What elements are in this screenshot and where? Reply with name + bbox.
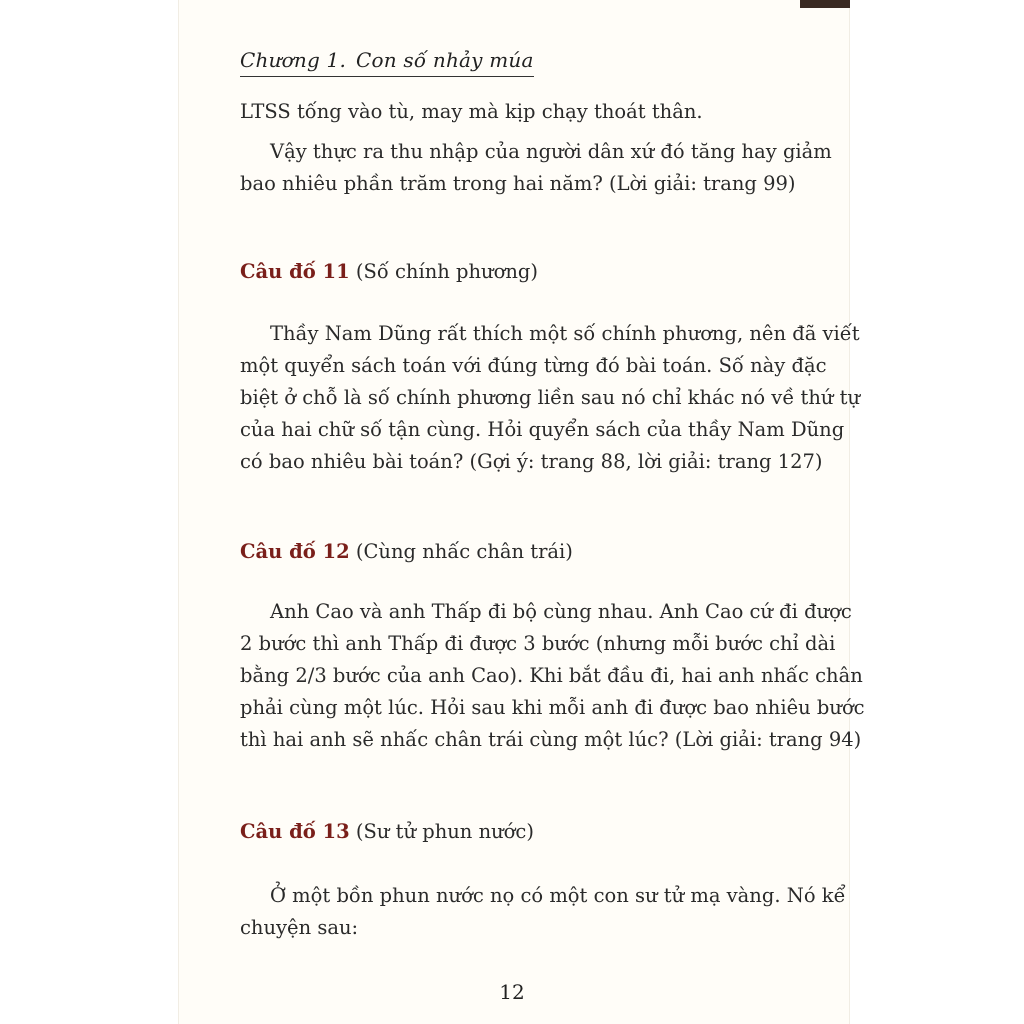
text-line: của hai chữ số tận cùng. Hỏi quyển sách của thầy Nam Dũng [240, 418, 845, 441]
puzzle-label: Câu đố 12 [240, 540, 350, 563]
text-line: bao nhiêu phần trăm trong hai năm? (Lời giải: trang 99) [240, 172, 796, 195]
text-line: Anh Cao và anh Thấp đi bộ cùng nhau. Anh Cao cứ đi được [270, 600, 852, 623]
puzzle-label: Câu đố 11 [240, 260, 350, 283]
text-line: Ở một bồn phun nước nọ có một con sư tử mạ vàng. Nó kể [270, 884, 846, 907]
text-line: có bao nhiêu bài toán? (Gợi ý: trang 88, lời giải: trang 127) [240, 450, 823, 473]
text-line: chuyện sau: [240, 916, 359, 939]
puzzle-11-body [240, 318, 861, 478]
text-line: Vậy thực ra thu nhập của người dân xứ đó tăng hay giảm [270, 140, 832, 163]
puzzle-11-heading [240, 260, 538, 283]
puzzle-topic: (Cùng nhấc chân trái) [355, 540, 573, 563]
chapter-number: Chương 1. [240, 48, 347, 72]
page-number: 12 [499, 980, 525, 1004]
puzzle-13-heading [240, 820, 534, 843]
puzzle-topic: (Số chính phương) [355, 260, 539, 283]
text-line: 2 bước thì anh Thấp đi được 3 bước (nhưng mỗi bước chỉ dài [240, 632, 836, 655]
text-line: biệt ở chỗ là số chính phương liền sau nó chỉ khác nó về thứ tự [240, 386, 861, 409]
running-header [240, 48, 534, 77]
text-line: LTSS tống vào tù, may mà kịp chạy thoát thân. [240, 100, 703, 123]
page-corner-shadow [800, 0, 850, 8]
chapter-title: Con số nhảy múa [356, 48, 534, 72]
text-line: thì hai anh sẽ nhấc chân trái cùng một lúc? (Lời giải: trang 94) [240, 728, 862, 751]
text-line: phải cùng một lúc. Hỏi sau khi mỗi anh đi được bao nhiêu bước [240, 696, 865, 719]
text-line: một quyển sách toán với đúng từng đó bài toán. Số này đặc [240, 354, 827, 377]
text-line: Thầy Nam Dũng rất thích một số chính phương, nên đã viết [270, 322, 860, 345]
puzzle-12-body [240, 596, 865, 756]
puzzle-13-body [240, 880, 846, 944]
intro-paragraph [240, 96, 832, 200]
puzzle-topic: (Sư tử phun nước) [355, 820, 534, 843]
text-line: bằng 2/3 bước của anh Cao). Khi bắt đầu đi, hai anh nhấc chân [240, 664, 863, 687]
puzzle-12-heading [240, 540, 573, 563]
puzzle-label: Câu đố 13 [240, 820, 350, 843]
